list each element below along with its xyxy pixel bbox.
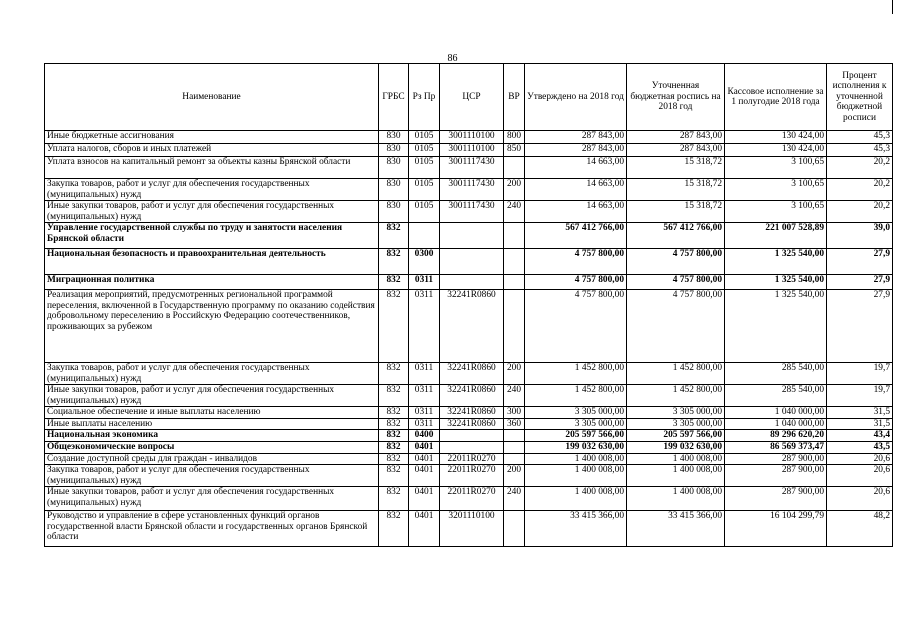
cell-approved: 33 415 366,00 <box>525 511 627 547</box>
col-header-vr: ВР <box>504 64 525 131</box>
cell-approved: 205 597 566,00 <box>525 430 627 442</box>
cell-grbs: 832 <box>379 223 409 249</box>
cell-grbs: 832 <box>379 407 409 419</box>
cell-executed: 1 325 540,00 <box>725 275 827 290</box>
table-row <box>45 418 893 430</box>
table-row <box>45 157 893 179</box>
cell-rzpr: 0105 <box>409 201 440 223</box>
cell-refined: 15 318,72 <box>627 157 725 179</box>
margin-rule <box>892 0 893 14</box>
cell-executed: 285 540,00 <box>725 363 827 385</box>
cell-grbs: 832 <box>379 453 409 465</box>
cell-approved: 1 400 008,00 <box>525 487 627 511</box>
cell-name: Иные бюджетные ассигнования <box>45 131 379 144</box>
cell-rzpr: 0311 <box>409 418 440 430</box>
cell-rzpr: 0105 <box>409 179 440 201</box>
cell-rzpr: 0105 <box>409 157 440 179</box>
table-row <box>45 249 893 275</box>
cell-name: Иные закупки товаров, работ и услуг для обеспечения государственных (муниципальных) нужд <box>45 201 379 223</box>
col-header-grbs: ГРБС <box>379 64 409 131</box>
cell-rzpr: 0311 <box>409 275 440 290</box>
cell-executed: 3 100,65 <box>725 179 827 201</box>
cell-refined: 4 757 800,00 <box>627 249 725 275</box>
cell-grbs: 832 <box>379 430 409 442</box>
cell-name: Иные выплаты населению <box>45 418 379 430</box>
cell-name: Создание доступной среды для граждан - инвалидов <box>45 453 379 465</box>
cell-approved: 14 663,00 <box>525 179 627 201</box>
cell-percent: 45,3 <box>827 144 893 157</box>
cell-grbs: 832 <box>379 487 409 511</box>
cell-vr <box>504 511 525 547</box>
cell-name: Национальная безопасность и правоохранительная деятельность <box>45 249 379 275</box>
cell-executed: 86 569 373,47 <box>725 441 827 453</box>
cell-approved: 287 843,00 <box>525 131 627 144</box>
cell-refined: 287 843,00 <box>627 131 725 144</box>
cell-csr <box>440 223 504 249</box>
cell-percent: 20,6 <box>827 465 893 487</box>
cell-rzpr: 0401 <box>409 441 440 453</box>
cell-refined: 1 400 008,00 <box>627 453 725 465</box>
cell-approved: 4 757 800,00 <box>525 275 627 290</box>
cell-executed: 221 007 528,89 <box>725 223 827 249</box>
table-row <box>45 144 893 157</box>
cell-executed: 16 104 299,79 <box>725 511 827 547</box>
page-number: 86 <box>447 53 458 64</box>
cell-rzpr <box>409 223 440 249</box>
cell-csr: 3001110100 <box>440 131 504 144</box>
cell-vr <box>504 249 525 275</box>
cell-vr <box>504 430 525 442</box>
cell-name: Закупка товаров, работ и услуг для обеспечения государственных (муниципальных) нужд <box>45 363 379 385</box>
cell-csr: 32241R0860 <box>440 363 504 385</box>
table-row <box>45 131 893 144</box>
cell-csr: 3001110100 <box>440 144 504 157</box>
cell-percent: 31,5 <box>827 407 893 419</box>
cell-vr <box>504 157 525 179</box>
cell-approved: 4 757 800,00 <box>525 249 627 275</box>
cell-csr <box>440 249 504 275</box>
cell-refined: 205 597 566,00 <box>627 430 725 442</box>
cell-csr <box>440 275 504 290</box>
cell-name: Закупка товаров, работ и услуг для обеспечения государственных (муниципальных) нужд <box>45 179 379 201</box>
cell-vr: 200 <box>504 465 525 487</box>
cell-approved: 14 663,00 <box>525 157 627 179</box>
table-row <box>45 430 893 442</box>
cell-percent: 27,9 <box>827 290 893 363</box>
cell-percent: 43,5 <box>827 441 893 453</box>
cell-name: Руководство и управление в сфере установленных функций органов государственной власти Брянской области и государственных органов Брянской области <box>45 511 379 547</box>
cell-executed: 1 040 000,00 <box>725 407 827 419</box>
cell-executed: 3 100,65 <box>725 157 827 179</box>
cell-csr: 3201110100 <box>440 511 504 547</box>
cell-rzpr: 0311 <box>409 290 440 363</box>
table-row <box>45 385 893 407</box>
cell-csr <box>440 441 504 453</box>
cell-approved: 1 452 800,00 <box>525 363 627 385</box>
cell-percent: 39,0 <box>827 223 893 249</box>
cell-approved: 287 843,00 <box>525 144 627 157</box>
cell-rzpr: 0401 <box>409 511 440 547</box>
cell-executed: 287 900,00 <box>725 487 827 511</box>
cell-refined: 33 415 366,00 <box>627 511 725 547</box>
cell-csr: 22011R0270 <box>440 453 504 465</box>
col-header-percent: Процент исполнения к уточненной бюджетной росписи <box>827 64 893 131</box>
cell-grbs: 832 <box>379 275 409 290</box>
cell-approved: 567 412 766,00 <box>525 223 627 249</box>
cell-percent: 20,2 <box>827 201 893 223</box>
cell-csr: 22011R0270 <box>440 487 504 511</box>
table-row <box>45 407 893 419</box>
col-header-executed: Кассовое исполнение за 1 полугодие 2018 года <box>725 64 827 131</box>
cell-percent: 20,2 <box>827 157 893 179</box>
cell-grbs: 832 <box>379 441 409 453</box>
cell-name: Управление государственной службы по труду и занятости населения Брянской области <box>45 223 379 249</box>
cell-grbs: 832 <box>379 363 409 385</box>
cell-percent: 45,3 <box>827 131 893 144</box>
cell-percent: 19,7 <box>827 363 893 385</box>
cell-grbs: 832 <box>379 418 409 430</box>
cell-executed: 1 040 000,00 <box>725 418 827 430</box>
cell-csr: 3001117430 <box>440 179 504 201</box>
cell-rzpr: 0311 <box>409 363 440 385</box>
cell-percent: 43,4 <box>827 430 893 442</box>
cell-name: Уплата налогов, сборов и иных платежей <box>45 144 379 157</box>
cell-refined: 15 318,72 <box>627 201 725 223</box>
cell-approved: 3 305 000,00 <box>525 418 627 430</box>
cell-percent: 20,2 <box>827 179 893 201</box>
cell-percent: 19,7 <box>827 385 893 407</box>
cell-approved: 1 452 800,00 <box>525 385 627 407</box>
cell-approved: 1 400 008,00 <box>525 453 627 465</box>
table-row <box>45 223 893 249</box>
cell-executed: 287 900,00 <box>725 465 827 487</box>
cell-vr: 240 <box>504 201 525 223</box>
table-row <box>45 363 893 385</box>
cell-percent: 20,6 <box>827 487 893 511</box>
cell-percent: 31,5 <box>827 418 893 430</box>
cell-vr: 360 <box>504 418 525 430</box>
cell-grbs: 832 <box>379 249 409 275</box>
cell-refined: 1 400 008,00 <box>627 487 725 511</box>
cell-executed: 1 325 540,00 <box>725 290 827 363</box>
cell-approved: 4 757 800,00 <box>525 290 627 363</box>
table-row <box>45 441 893 453</box>
cell-approved: 3 305 000,00 <box>525 407 627 419</box>
cell-csr: 32241R0860 <box>440 407 504 419</box>
cell-refined: 3 305 000,00 <box>627 407 725 419</box>
cell-rzpr: 0105 <box>409 144 440 157</box>
cell-csr: 32241R0860 <box>440 385 504 407</box>
cell-vr: 200 <box>504 363 525 385</box>
cell-executed: 287 900,00 <box>725 453 827 465</box>
cell-percent: 27,9 <box>827 249 893 275</box>
cell-executed: 1 325 540,00 <box>725 249 827 275</box>
cell-refined: 3 305 000,00 <box>627 418 725 430</box>
cell-vr <box>504 290 525 363</box>
cell-vr <box>504 223 525 249</box>
cell-csr: 32241R0860 <box>440 418 504 430</box>
cell-vr: 240 <box>504 385 525 407</box>
cell-vr <box>504 275 525 290</box>
cell-grbs: 830 <box>379 179 409 201</box>
cell-grbs: 832 <box>379 385 409 407</box>
table-row <box>45 179 893 201</box>
cell-percent: 27,9 <box>827 275 893 290</box>
cell-refined: 199 032 630,00 <box>627 441 725 453</box>
cell-rzpr: 0400 <box>409 430 440 442</box>
cell-csr <box>440 430 504 442</box>
cell-name: Закупка товаров, работ и услуг для обеспечения государственных (муниципальных) нужд <box>45 465 379 487</box>
col-header-rzpr: Рз Пр <box>409 64 440 131</box>
cell-name: Национальная экономика <box>45 430 379 442</box>
cell-name: Уплата взносов на капитальный ремонт за объекты казны Брянской области <box>45 157 379 179</box>
cell-name: Социальное обеспечение и иные выплаты населению <box>45 407 379 419</box>
cell-refined: 1 452 800,00 <box>627 363 725 385</box>
cell-vr: 800 <box>504 131 525 144</box>
cell-executed: 89 296 620,20 <box>725 430 827 442</box>
col-header-refined: Уточненная бюджетная роспись на 2018 год <box>627 64 725 131</box>
cell-csr: 3001117430 <box>440 157 504 179</box>
table-row <box>45 201 893 223</box>
cell-name: Общеэкономические вопросы <box>45 441 379 453</box>
cell-vr: 300 <box>504 407 525 419</box>
cell-vr <box>504 441 525 453</box>
col-header-name: Наименование <box>45 64 379 131</box>
cell-grbs: 830 <box>379 201 409 223</box>
budget-table <box>44 63 893 547</box>
cell-rzpr: 0311 <box>409 385 440 407</box>
col-header-csr: ЦСР <box>440 64 504 131</box>
table-row <box>45 453 893 465</box>
cell-vr <box>504 453 525 465</box>
cell-refined: 1 400 008,00 <box>627 465 725 487</box>
table-body <box>45 131 893 547</box>
table-row <box>45 465 893 487</box>
cell-executed: 285 540,00 <box>725 385 827 407</box>
cell-grbs: 830 <box>379 131 409 144</box>
cell-rzpr: 0105 <box>409 131 440 144</box>
cell-csr: 3001117430 <box>440 201 504 223</box>
cell-percent: 20,6 <box>827 453 893 465</box>
cell-csr: 32241R0860 <box>440 290 504 363</box>
cell-vr: 200 <box>504 179 525 201</box>
cell-name: Реализация мероприятий, предусмотренных региональной программой переселения, включенной в Государственную программу по оказанию содействия добровольному переселению в Российскую Федерацию соотечественников, проживающих за рубежом <box>45 290 379 363</box>
table-row <box>45 290 893 363</box>
cell-percent: 48,2 <box>827 511 893 547</box>
cell-grbs: 832 <box>379 290 409 363</box>
cell-name: Иные закупки товаров, работ и услуг для обеспечения государственных (муниципальных) нужд <box>45 385 379 407</box>
cell-refined: 1 452 800,00 <box>627 385 725 407</box>
cell-refined: 287 843,00 <box>627 144 725 157</box>
table-row <box>45 511 893 547</box>
cell-grbs: 830 <box>379 157 409 179</box>
cell-approved: 1 400 008,00 <box>525 465 627 487</box>
table-row <box>45 487 893 511</box>
cell-csr: 22011R0270 <box>440 465 504 487</box>
cell-refined: 15 318,72 <box>627 179 725 201</box>
cell-name: Иные закупки товаров, работ и услуг для обеспечения государственных (муниципальных) нужд <box>45 487 379 511</box>
table-row <box>45 275 893 290</box>
cell-rzpr: 0311 <box>409 407 440 419</box>
cell-approved: 14 663,00 <box>525 201 627 223</box>
cell-grbs: 832 <box>379 511 409 547</box>
table-header-row <box>45 64 893 131</box>
cell-rzpr: 0401 <box>409 487 440 511</box>
cell-vr: 240 <box>504 487 525 511</box>
cell-executed: 130 424,00 <box>725 131 827 144</box>
cell-rzpr: 0300 <box>409 249 440 275</box>
cell-executed: 130 424,00 <box>725 144 827 157</box>
cell-vr: 850 <box>504 144 525 157</box>
cell-rzpr: 0401 <box>409 453 440 465</box>
cell-name: Миграционная политика <box>45 275 379 290</box>
cell-refined: 4 757 800,00 <box>627 290 725 363</box>
cell-executed: 3 100,65 <box>725 201 827 223</box>
col-header-approved: Утверждено на 2018 год <box>525 64 627 131</box>
cell-refined: 567 412 766,00 <box>627 223 725 249</box>
cell-approved: 199 032 630,00 <box>525 441 627 453</box>
cell-refined: 4 757 800,00 <box>627 275 725 290</box>
cell-rzpr: 0401 <box>409 465 440 487</box>
cell-grbs: 830 <box>379 144 409 157</box>
cell-grbs: 832 <box>379 465 409 487</box>
